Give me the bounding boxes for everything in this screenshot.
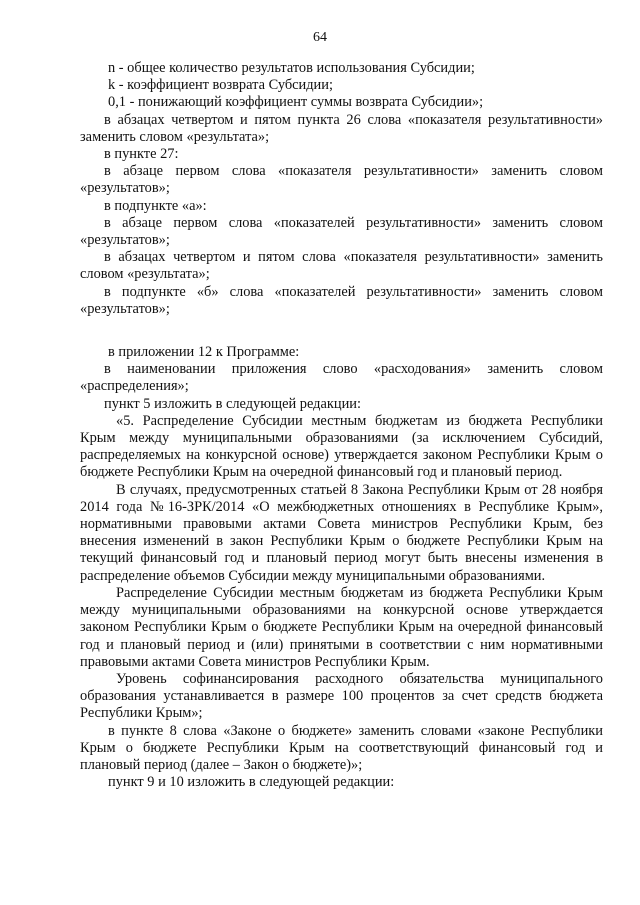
document-body	[80, 60, 603, 791]
paragraph-formula-k: k - коэффициент возврата Субсидии;	[108, 77, 333, 94]
paragraph-appendix-heading: в приложении 12 к Программе:	[108, 344, 300, 361]
paragraph-quoted-clause: В случаях, предусмотренных статьей 8 Закона Республики Крым от 28 ноября 2014 года №16-ЗРК/2014 «О межбюджетных отношениях в Республике Крым», нормативными правовыми актами Совета министров Республики Крым, без внесения изменений в закон Республики Крым о бюджете Республики Крым на текущий финансовый год и плановый период могут быть внесены изменения в распределение объемов Субсидии между муниципальными образованиями.	[80, 481, 603, 584]
paragraph-amendment: в абзаце первом слова «показателей результативности» заменить словом «результатов»;	[80, 214, 603, 249]
paragraph-amendment: пункт 5 изложить в следующей редакции:	[104, 395, 361, 412]
paragraph-quoted-clause: Уровень софинансирования расходного обязательства муниципального образования устанавливается в размере 100 процентов за счет средств бюджета Республики Крым»;	[80, 670, 603, 722]
paragraph-formula-coefficient: 0,1 - понижающий коэффициент суммы возврата Субсидии»;	[108, 94, 484, 111]
paragraph-amendment: в пункте 8 слова «Законе о бюджете» заменить словами «законе Республики Крым о бюджете Республики Крым на соответствующий финансовый год и плановый период (далее – Закон о бюджете)»;	[80, 722, 603, 773]
paragraph-amendment: в абзаце первом слова «показателя результативности» заменить словом «результатов»;	[80, 163, 603, 197]
page-number: 64	[313, 30, 327, 45]
paragraph-amendment: пункт 9 и 10 изложить в следующей редакции:	[108, 774, 395, 791]
paragraph-amendment: в подпункте «б» слова «показателей результативности» заменить словом «результатов»;	[80, 283, 603, 317]
paragraph-amendment: в пункте 27:	[104, 146, 179, 163]
paragraph-amendment: в абзацах четвертом и пятом слова «показателя результативности» заменить словом «результата»;	[80, 249, 603, 283]
blank-gap	[80, 318, 603, 344]
paragraph-quoted-clause: Распределение Субсидии местным бюджетам из бюджета Республики Крым между муниципальными образованиями на конкурсной основе утверждается законом Республики Крым о бюджете Республики Крым на очередной финансовый год и плановый период и (или) принятыми в соответствии с ним нормативными правовыми актами Совета министров Республики Крым.	[80, 584, 603, 670]
paragraph-amendment: в абзацах четвертом и пятом пункта 26 слова «показателя результативности» заменить словом «результата»;	[80, 111, 603, 145]
paragraph-quoted-clause: «5. Распределение Субсидии местным бюджетам из бюджета Республики Крым между муниципальными образованиями (за исключением Субсидий, распределяемых на конкурсной основе) утверждается законом Республики Крым о бюджете Республики Крым на очередной финансовый год и плановый период.	[80, 412, 603, 481]
paragraph-amendment: в наименовании приложения слово «расходования» заменить словом «распределения»;	[80, 361, 603, 395]
paragraph-amendment: в подпункте «а»:	[104, 197, 207, 214]
paragraph-formula-n: n - общее количество результатов использования Субсидии;	[108, 60, 475, 76]
